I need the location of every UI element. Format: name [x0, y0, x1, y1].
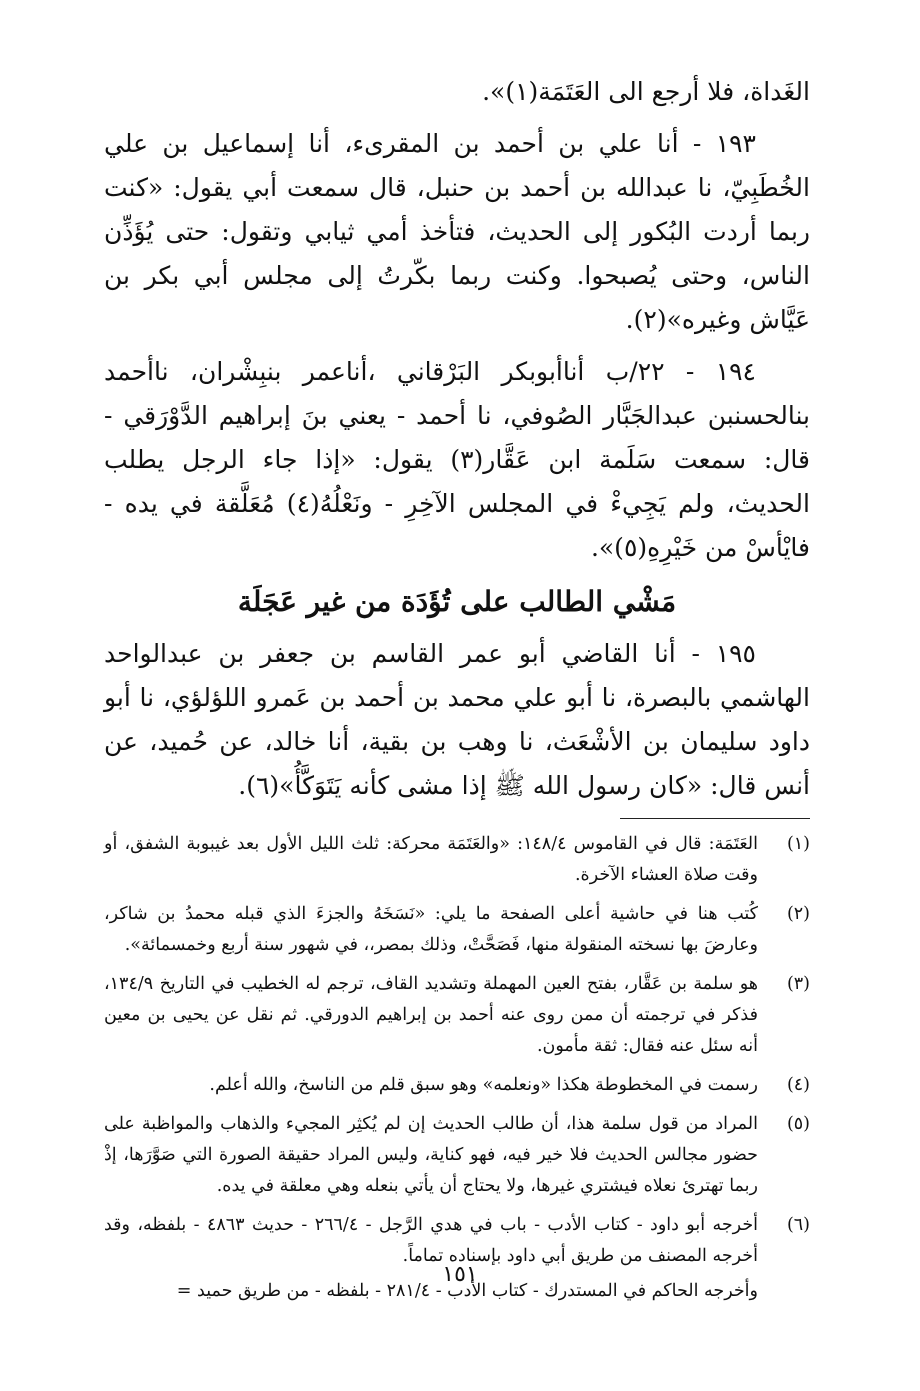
footnote-text: كُتب هنا في حاشية أعلى الصفحة ما يلي: «نَسَخَهُ والجزءَ الذي قبله محمدُ بن شاكر، وعارضَ بها نسخته المنقولة منها، فَصَحَّتْ، وذلك بمصر،، في شهور سنة أربع وخمسمائة». — [104, 904, 758, 955]
paragraph-193: ١٩٣ - أنا علي بن أحمد بن المقرىء، أنا إسماعيل بن علي الخُطَبِيّ، نا عبدالله بن أحمد بن حنبل، قال سمعت أبي يقول: «كنت ربما أردت البُكور إلى الحديث، فتأخذ أمي ثيابي وتقول: حتى يُؤَذِّن الناس، وحتى يُصبحوا. وكنت ربما بكّرتُ إلى مجلس أبي بكر بن عَيَّاش وغيره»(٢). — [104, 129, 810, 334]
footnote-divider — [620, 818, 810, 819]
footnote-continuation: وأخرجه الحاكم في المستدرك - كتاب الأدب - ٢٨١/٤ - بلفظه - من طريق حميد = — [176, 1281, 758, 1301]
footnote-number: (٤) — [786, 1075, 810, 1095]
footnote-number: (٣) — [786, 974, 810, 994]
footnote-text: هو سلمة بن عَقَّار، بفتح العين المهملة وتشديد القاف، ترجم له الخطيب في التاريخ ١٣٤/٩، فذكر في ترجمته أن ممن روى عنه أحمد بن إبراهيم الدورقي. ثم نقل عن يحيى بن معين أنه سئل عنه فقال: ثقة مأمون. — [104, 974, 758, 1056]
section-heading: مَشْي الطالب على تُؤَدَة من غير عَجَلَة — [237, 585, 677, 618]
paragraph-194: ١٩٤ - ٢٢/ب أناأبوبكر البَرْقاني ،أناعمر بنبِشْران، ناأحمد بنالحسنبن عبدالجَبَّار الصُوفي، نا أحمد - يعني بنَ إبراهيم الدَّوْرَقي - قال: سمعت سَلَمة ابن عَقَّار(٣) يقول: «إذا جاء الرجل يطلب الحديث، ولم يَجِيءْ في المجلس الآخِرِ - ونَعْلُهُ(٤) مُعَلَّقة في يده - فايْأسْ من خَيْرِهِ(٥)». — [104, 357, 810, 562]
footnote-number: (٦) — [786, 1215, 810, 1235]
footnote-1 — [104, 829, 810, 891]
footnote-number: (٥) — [786, 1114, 810, 1134]
footnotes — [104, 829, 810, 1307]
footnote-5 — [104, 1109, 810, 1202]
footnote-text: رسمت في المخطوطة هكذا «ونعلمه» وهو سبق قلم من الناسخ، والله أعلم. — [209, 1075, 758, 1095]
footnote-2 — [104, 899, 810, 961]
footnote-number: (٢) — [786, 904, 810, 924]
footnote-3 — [104, 969, 810, 1062]
footnote-number: (١) — [786, 834, 810, 854]
footnote-text: العَتَمَة: قال في القاموس ١٤٨/٤: «والعَتَمَة محركة: ثلث الليل الأول بعد غيبوبة الشفق، أو وقت صلاة العشاء الآخرة. — [104, 834, 758, 885]
footnote-text: أخرجه أبو داود - كتاب الأدب - باب في هدي الرَّجل - ٢٦٦/٤ - حديث ٤٨٦٣ - بلفظه، وقد أخرجه المصنف من طريق أبي داود بإسناده تماماً. — [104, 1215, 758, 1266]
page-number: ١٥١ — [442, 1262, 478, 1287]
paragraph-195: ١٩٥ - أنا القاضي أبو عمر القاسم بن جعفر بن عبدالواحد الهاشمي بالبصرة، نا أبو علي محمد بن أحمد بن عَمرو اللؤلؤي، نا أبو داود سليمان بن الأشْعَث، نا وهب بن بقية، أنا خالد، عن حُميد، عن أنس قال: «كان رسول الله ﷺ إذا مشى كأنه يَتَوَكَّأُ»(٦). — [104, 639, 810, 800]
paragraph-continuation: الغَداة، فلا أرجع الى العَتَمَة(١)». — [482, 77, 810, 106]
footnote-text: المراد من قول سلمة هذا، أن طالب الحديث إن لم يُكثِر المجيء والذهاب والمواظبة على حضور مجالس الحديث فلا خير فيه، فهو كناية، وليس المراد حقيقة الصورة التي صَوَّرَها، إذْ ربما تهترئ نعلاه فيشتري غيرها، ولا يحتاج أن يأتي بنعله وهي معلقة في يده. — [104, 1114, 758, 1196]
footnote-4 — [104, 1070, 810, 1101]
